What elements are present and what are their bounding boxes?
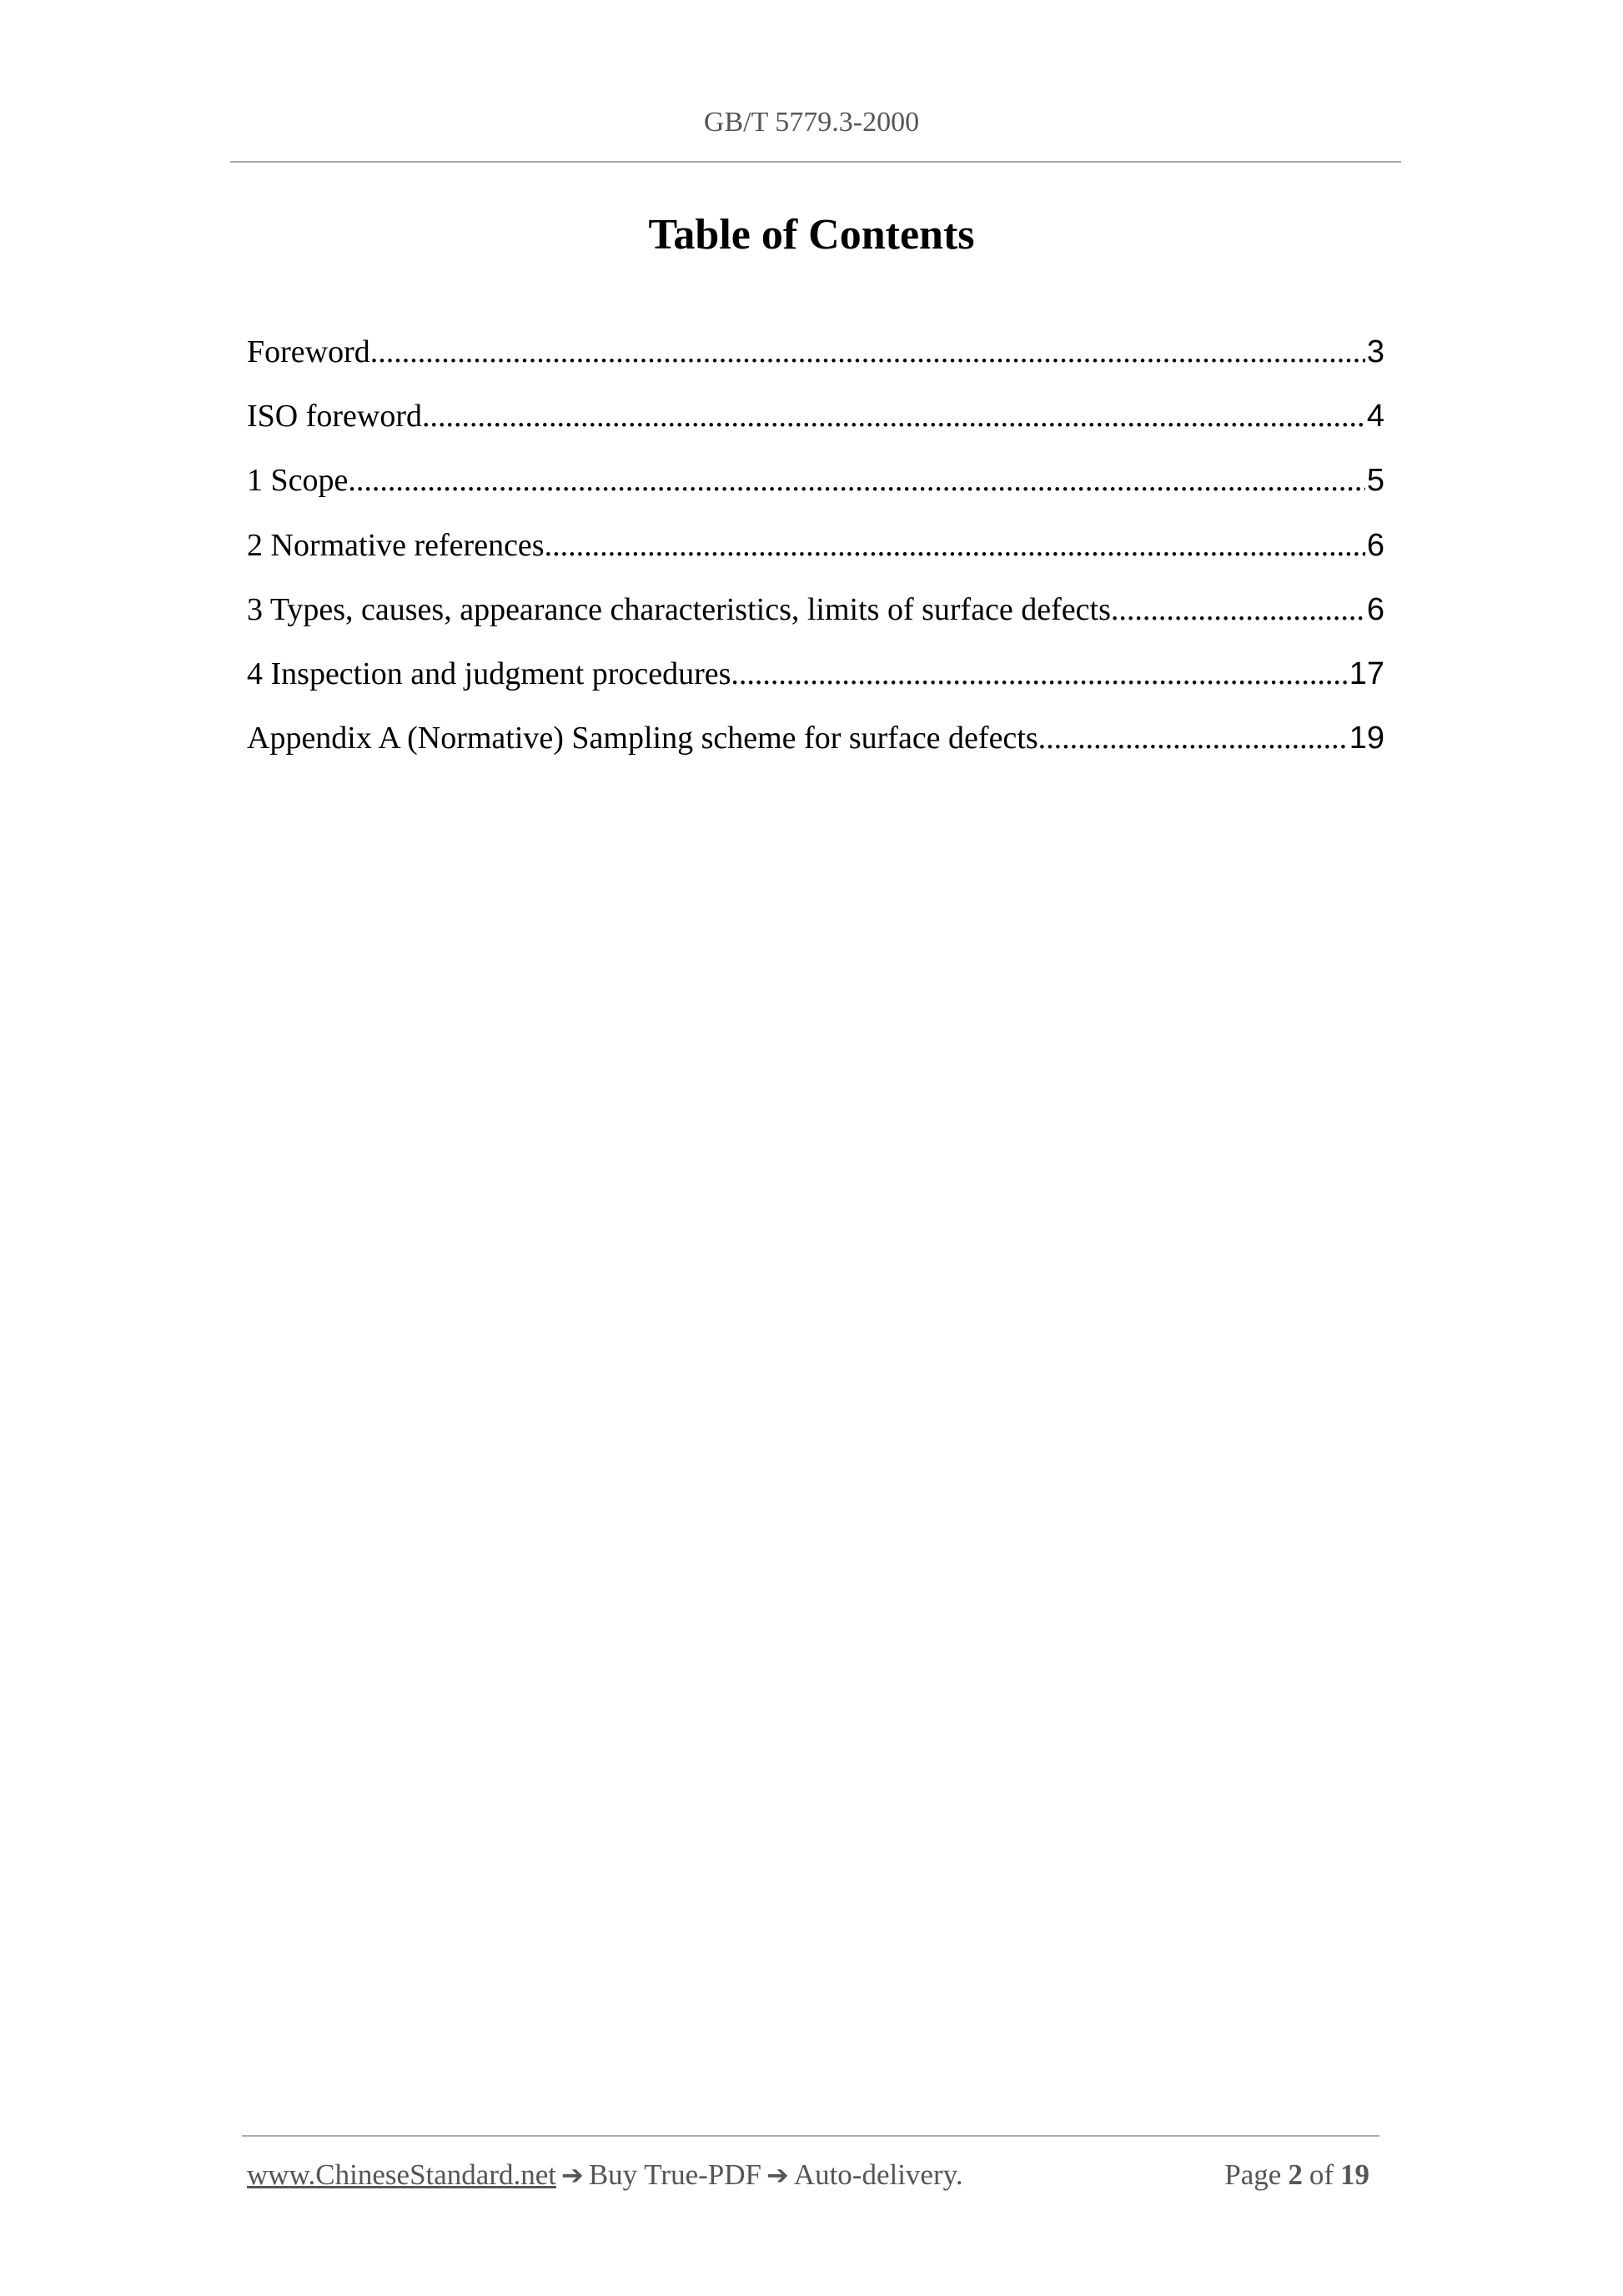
- toc-entry-title: ISO foreword: [247, 399, 423, 435]
- toc-entry-title: 4 Inspection and judgment procedures: [247, 656, 731, 691]
- page-total: 19: [1340, 2158, 1369, 2191]
- toc-dot-leader: [370, 334, 1365, 370]
- page-current: 2: [1288, 2158, 1303, 2191]
- header-divider: [230, 161, 1401, 163]
- toc-dot-leader: [1038, 720, 1348, 756]
- page-footer: [247, 2158, 1376, 2192]
- table-of-contents: [247, 334, 1384, 784]
- toc-dot-leader: [545, 527, 1365, 564]
- toc-entry-iso-foreword[interactable]: [247, 398, 1384, 462]
- toc-entry-page: 3: [1366, 334, 1384, 369]
- toc-entry-title: Foreword: [247, 334, 370, 369]
- toc-entry-page: 5: [1366, 463, 1384, 499]
- running-header: GB/T 5779.3-2000: [703, 107, 920, 138]
- toc-entry-normative-references[interactable]: [247, 527, 1384, 591]
- toc-dot-leader: [348, 462, 1364, 499]
- footer-step-delivery: Auto-delivery.: [793, 2158, 963, 2191]
- toc-entry-page: 17: [1349, 656, 1384, 691]
- toc-entry-title: 3 Types, causes, appearance characteristics, limits of surface defects: [247, 591, 1111, 627]
- website-link[interactable]: www.ChineseStandard.net: [247, 2158, 556, 2191]
- toc-dot-leader: [731, 656, 1347, 692]
- arrow-right-icon: ➔: [561, 2159, 584, 2191]
- toc-entry-title: Appendix A (Normative) Sampling scheme for surface defects: [247, 721, 1038, 756]
- toc-entry-title: 2 Normative references: [247, 527, 545, 563]
- toc-entry-surface-defects[interactable]: [247, 591, 1384, 656]
- toc-dot-leader: [422, 398, 1365, 435]
- arrow-right-icon: ➔: [766, 2159, 789, 2191]
- toc-entry-inspection[interactable]: [247, 656, 1384, 720]
- toc-entry-title: 1 Scope: [247, 463, 349, 499]
- page-label: Page: [1224, 2158, 1282, 2191]
- toc-entry-page: 4: [1366, 399, 1384, 435]
- toc-entry-scope[interactable]: [247, 462, 1384, 526]
- toc-entry-page: 19: [1349, 721, 1384, 756]
- footer-step-buy: Buy True-PDF: [588, 2158, 761, 2191]
- page-title: Table of Contents: [648, 211, 975, 259]
- toc-entry-page: 6: [1366, 527, 1384, 563]
- toc-entry-page: 6: [1366, 591, 1384, 627]
- footer-promo: [247, 2158, 963, 2192]
- toc-entry-foreword[interactable]: [247, 334, 1384, 398]
- toc-entry-appendix-a[interactable]: [247, 720, 1384, 784]
- page-of-label: of: [1309, 2158, 1334, 2191]
- page-number: [1224, 2158, 1376, 2192]
- toc-dot-leader: [1111, 591, 1365, 628]
- footer-divider: [242, 2135, 1379, 2137]
